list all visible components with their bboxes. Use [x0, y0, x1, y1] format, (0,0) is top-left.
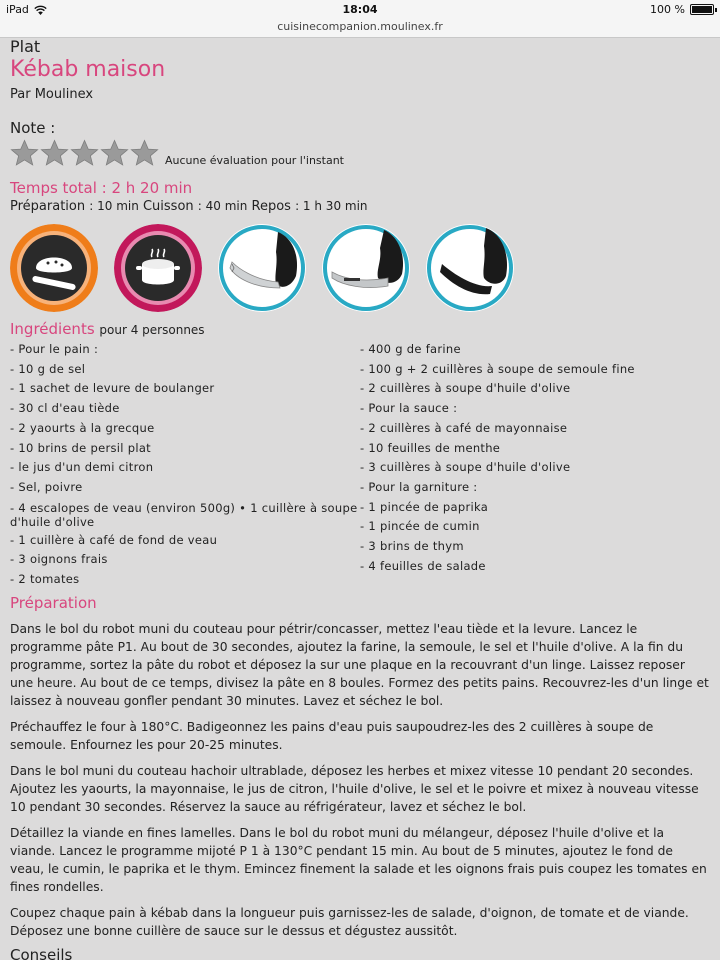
cook-time-value: : 40 min [197, 199, 248, 213]
star-icon[interactable] [130, 139, 159, 167]
url-bar[interactable] [0, 20, 720, 38]
list-item: - 1 sachet de levure de boulanger [10, 381, 215, 396]
list-item: - Sel, poivre [10, 479, 83, 494]
star-icon[interactable] [40, 139, 69, 167]
status-bar [0, 0, 720, 20]
ingredients-heading [10, 320, 710, 339]
program-icons [10, 224, 710, 312]
star-icon[interactable] [100, 139, 129, 167]
kneading-blade-icon[interactable] [218, 224, 306, 312]
list-item: - 2 yaourts à la grecque [10, 420, 155, 435]
chopping-blade-icon[interactable] [322, 224, 410, 312]
preparation-step: Préchauffez le four à 180°C. Badigeonnez les pains d'eau puis saupoudrez-les des 2 cuillères à soupe de semoule. Enfournez les pour 20-25 minutes. [10, 719, 654, 752]
device-name: iPad [6, 3, 29, 16]
servings-text: pour 4 personnes [99, 323, 205, 337]
recipe-category: Plat [10, 37, 41, 56]
dough-rolling-icon[interactable] [10, 224, 98, 312]
rest-time-value: : 1 h 30 min [295, 199, 368, 213]
preparation-step: Coupez chaque pain à kébab dans la longueur puis garnissez-les de salade, d'oignon, de tomate et de viande. Déposez une bonne cuillère de sauce sur le dessus et dégustez aussitôt. [10, 905, 689, 938]
list-item: - 3 brins de thym [360, 539, 464, 554]
list-item: - 4 feuilles de salade [360, 558, 486, 573]
status-right [650, 3, 714, 16]
conseils-heading: Conseils [10, 945, 73, 960]
star-icon[interactable] [70, 139, 99, 167]
list-item: - 10 g de sel [10, 361, 86, 376]
list-item: - 2 cuillères à soupe d'huile d'olive [360, 381, 571, 396]
rating-label: Note : [10, 119, 56, 137]
list-item: - Pour la sauce : [360, 401, 458, 416]
list-item: - 3 oignons frais [10, 552, 108, 567]
list-item: - 1 cuillère à café de fond de veau [10, 532, 218, 547]
list-item: - 10 feuilles de menthe [360, 440, 501, 455]
ingredients-column-right [360, 340, 710, 590]
cooking-pot-icon[interactable] [114, 224, 202, 312]
preparation-step: Dans le bol du robot muni du couteau pour pétrir/concasser, mettez l'eau tiède et la levure. Lancez le programme pâte P1. Au bout de 30 secondes, ajoutez la farine, la semoule, le sel et l'huile d'olive. A la fin du programme, sortez la pâte du robot et déposez la sur une plaque en la recouvrant d'un linge. Laissez reposer une heure. Au bout de ce temps, divisez la pâte en 8 boules. Formez des petits pains. Recouvrez-les d'un linge et laissez à nouveau gonfler pendant 30 minutes. Lavez et séchez le bol. [10, 621, 709, 708]
list-item: - Pour la garniture : [360, 479, 478, 494]
star-icon[interactable] [10, 139, 39, 167]
rating-row[interactable] [10, 137, 710, 167]
recipe-content [10, 38, 710, 960]
list-item: - 1 pincée de paprika [360, 499, 489, 514]
mixer-blade-icon[interactable] [426, 224, 514, 312]
total-time: Temps total : 2 h 20 min [10, 179, 193, 197]
preparation-step: Dans le bol muni du couteau hachoir ultrablade, déposez les herbes et mixez vitesse 10 pendant 20 secondes. Ajoutez les yaourts, la mayonnaise, le jus de citron, l'huile d'olive, le sel et le poivre et mixez à nouveau vitesse 10 pendant 30 secondes. Réservez la sauce au réfrigérateur, lavez et séchez le bol. [10, 763, 699, 814]
recipe-title: Kébab maison [10, 57, 166, 82]
time-details [10, 197, 710, 216]
list-item: - 100 g + 2 cuillères à soupe de semoule fine [360, 361, 635, 376]
list-item: - 2 tomates [10, 572, 80, 587]
recipe-author: Par Moulinex [10, 87, 94, 102]
ingredients-title: Ingrédients [10, 320, 95, 338]
battery-percent: 100 % [650, 3, 685, 16]
list-item: - 1 pincée de cumin [360, 519, 480, 534]
url-text[interactable]: cuisinecompanion.moulinex.fr [277, 20, 443, 33]
rest-time-label: Repos [251, 199, 291, 214]
list-item: - 3 cuillères à soupe d'huile d'olive [360, 460, 571, 475]
ingredients-column-left [10, 340, 360, 590]
list-item: - 4 escalopes de veau (environ 500g) • 1 cuillère à soupe d'huile d'olive [10, 500, 358, 529]
list-item: - 400 g de farine [360, 342, 461, 356]
clock: 18:04 [342, 3, 378, 16]
battery-icon [690, 4, 714, 15]
prep-time-value: : 10 min [89, 199, 139, 213]
ingredients-list [10, 340, 710, 590]
list-item: - Pour le pain : [10, 342, 99, 356]
rating-text: Aucune évaluation pour l'instant [165, 154, 344, 167]
list-item: - 10 brins de persil plat [10, 440, 151, 455]
list-item: - 30 cl d'eau tiède [10, 401, 120, 416]
prep-time-label: Préparation [10, 199, 86, 214]
cook-time-label: Cuisson [142, 199, 194, 214]
preparation-steps [10, 620, 710, 940]
list-item: - le jus d'un demi citron [10, 460, 154, 475]
preparation-heading: Préparation [10, 593, 97, 612]
preparation-step: Détaillez la viande en fines lamelles. Dans le bol du robot muni du mélangeur, déposez l'huile d'olive et la viande. Lancez le programme mijoté P 1 à 130°C pendant 15 min. Au bout de 5 minutes, ajoutez le fond de veau, le cumin, le paprika et le thym. Emincez finement la salade et les oignons frais puis coupez les tomates en fines rondelles. [10, 825, 707, 894]
list-item: - 2 cuillères à café de mayonnaise [360, 420, 568, 435]
